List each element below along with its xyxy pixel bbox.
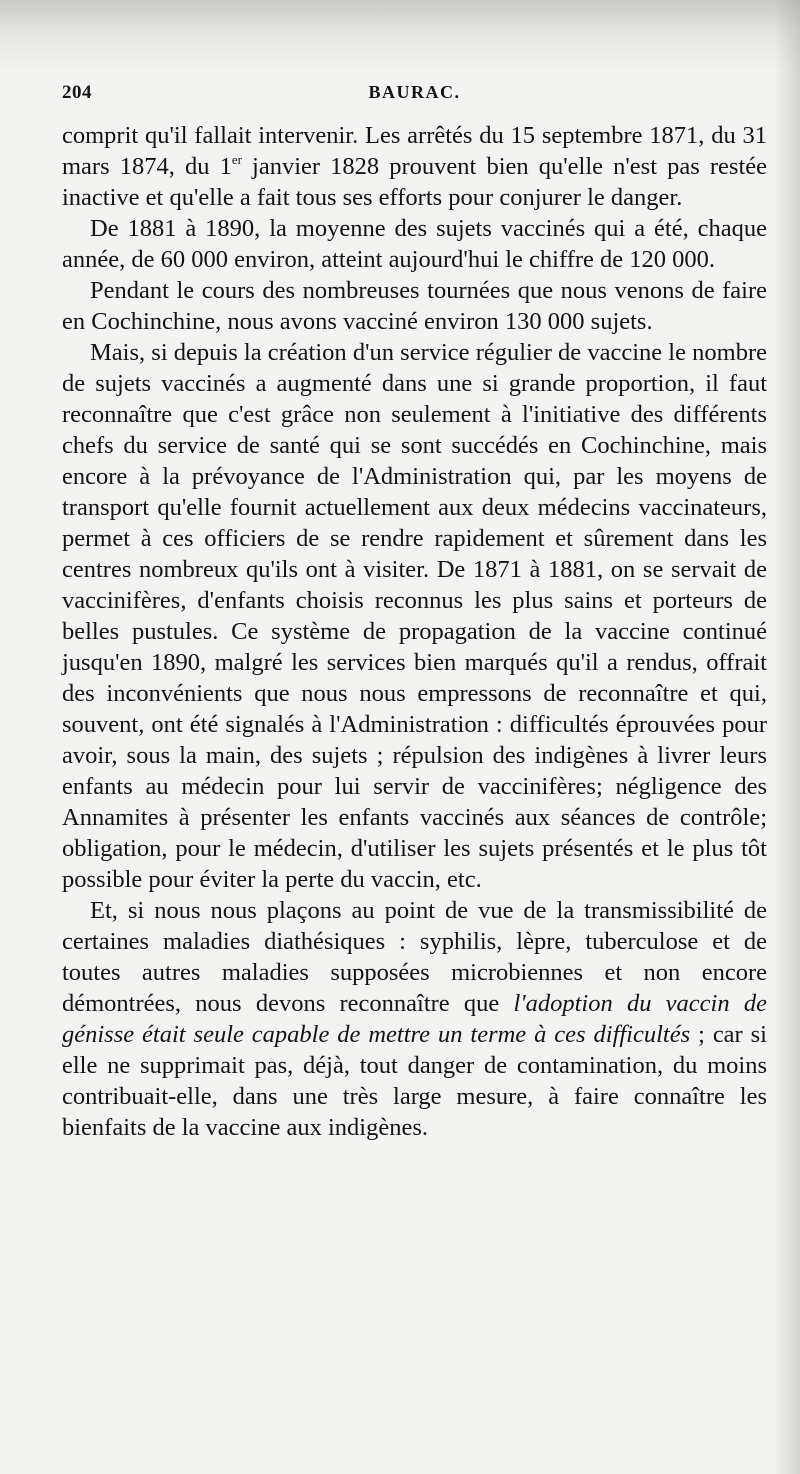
paragraph-2: De 1881 à 1890, la moyenne des sujets vaccinés qui a été, chaque année, de 60 000 environ, atteint aujourd'hui le chiffre de 120 000.: [62, 215, 767, 273]
paragraph-1: comprit qu'il fallait intervenir. Les arrêtés du 15 septembre 1871, du 31 mars 1874, du 1er janvier 1828 prouvent bien qu'elle n'est pas restée inactive et qu'elle a fait tous ses efforts pour conjurer le danger.: [62, 122, 768, 211]
scan-shadow-top: [0, 0, 800, 70]
running-head: BAURAC.: [368, 82, 461, 102]
page-header: [62, 82, 767, 112]
paragraph-5: Et, si nous nous plaçons au point de vue de la transmissibilité de certaines maladies diathésiques : syphilis, lèpre, tuberculose et de toutes autres maladies supposées microbiennes et non encore démontrées, nous devons reconnaître que l'adoption du vaccin de génisse était seule capable de mettre un terme à ces difficultés ; car si elle ne supprimait pas, déjà, tout danger de contamination, du moins contribuait-elle, dans une très large mesure, à faire connaître les bienfaits de la vaccine aux indigènes.: [62, 897, 767, 1141]
page-number: 204: [62, 82, 92, 103]
italic-emphasis: l'adoption du vaccin de génisse était seule capable de mettre un terme à ces difficultés: [62, 990, 767, 1048]
superscript-er: er: [231, 152, 242, 167]
paragraph-4: Mais, si depuis la création d'un service régulier de vaccine le nombre de sujets vaccinés a augmenté dans une si grande proportion, il faut reconnaître que c'est grâce non seulement à l'initiative des différents chefs du service de santé qui se sont succédés en Cochinchine, mais encore à la prévoyance de l'Administration qui, par les moyens de transport qu'elle fournit actuellement aux deux médecins vaccinateurs, permet à ces officiers de se rendre rapidement et sûrement dans les centres nombreux qu'ils ont à visiter. De 1871 à 1881, on se servait de vaccinifères, d'enfants choisis reconnus les plus sains et porteurs de belles pustules. Ce système de propagation de la vaccine continué jusqu'en 1890, malgré les services bien marqués qu'il a rendus, offrait des inconvénients que nous nous empressons de reconnaître et qui, souvent, ont été signalés à l'Administration : difficultés éprouvées pour avoir, sous la main, des sujets ; répulsion des indigènes à livrer leurs enfants au médecin pour lui servir de vaccinifères; négligence des Annamites à présenter les enfants vaccinés aux séances de contrôle; obligation, pour le médecin, d'utiliser les sujets présentés et le plus tôt possible pour éviter la perte du vaccin, etc.: [62, 339, 767, 893]
scan-shadow-right: [774, 0, 800, 1474]
body-text: [62, 120, 767, 1143]
paragraph-3: Pendant le cours des nombreuses tournées que nous venons de faire en Cochinchine, nous avons vacciné environ 130 000 sujets.: [62, 277, 767, 335]
